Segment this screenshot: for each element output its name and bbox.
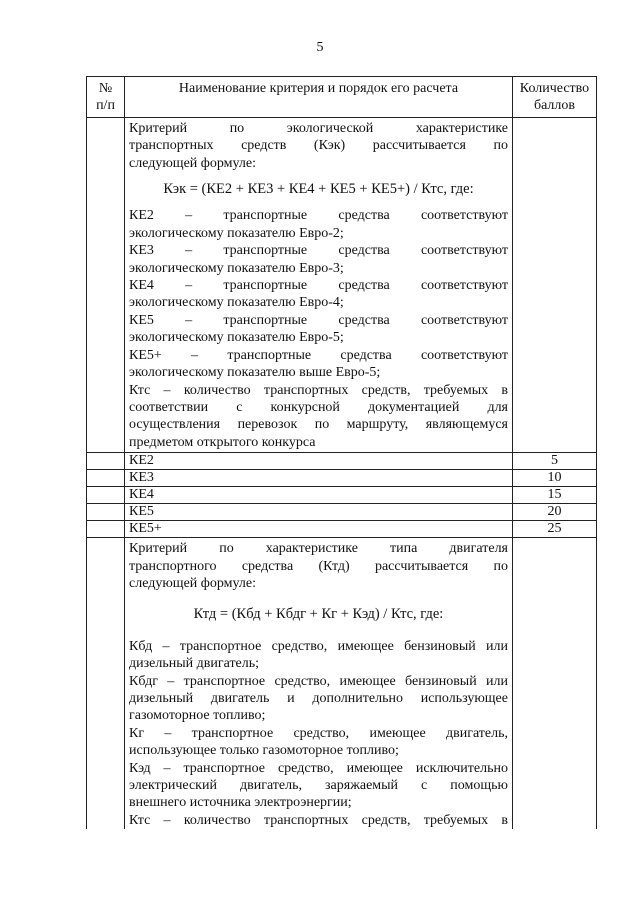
score-row-value: 15 — [513, 487, 597, 504]
engine-def-line: Кбд – транспортное средство, имеющее бензиновый или — [129, 638, 508, 654]
criterion-engine-score — [513, 538, 597, 830]
score-row-number — [87, 453, 125, 470]
score-row-label: КЕ4 — [125, 487, 513, 504]
engine-def-line: Кэд – транспортное средство, имеющее исключительно — [129, 760, 508, 776]
score-row-label: КЕ2 — [125, 453, 513, 470]
engine-def-last: внешнего источника электроэнергии; — [129, 795, 352, 811]
engine-ktc-line: Ктс – количество транспортных средств, требуемых в — [129, 812, 508, 828]
score-row-label: КЕ5+ — [125, 521, 513, 538]
criteria-table — [86, 76, 597, 829]
score-row — [87, 453, 597, 470]
criterion-eco-row — [87, 117, 597, 452]
engine-intro-line: Критерий по характеристике типа двигателя — [129, 541, 508, 557]
eco-def-line: КЕ4 – транспортные средства соответствуют — [129, 278, 508, 294]
engine-def-line: Кбдг – транспортное средство, имеющее бензиновый или — [129, 673, 508, 689]
eco-ktc-last: предметом открытого конкурса — [129, 434, 316, 450]
eco-intro-line: Критерий по экологической характеристике — [129, 120, 508, 136]
score-row-value: 25 — [513, 521, 597, 538]
engine-def-last: газомоторное топливо; — [129, 708, 266, 724]
engine-def-line: Кг – транспортное средство, имеющее двигатель, — [129, 725, 508, 741]
criterion-engine-number — [87, 538, 125, 830]
eco-def-line: КЕ2 – транспортные средства соответствуют — [129, 208, 508, 224]
eco-def-line: экологическому показателю Евро-5; — [129, 330, 344, 346]
engine-def-line: дизельный двигатель и дополнительно использующее — [129, 690, 508, 706]
page-number: 5 — [316, 40, 324, 55]
engine-def-line: электрический двигатель, заряжаемый с помощью — [129, 778, 508, 793]
score-row-value: 5 — [513, 453, 597, 470]
score-row — [87, 504, 597, 521]
eco-ktc-line: осуществления перевозок по маршруту, являющемуся — [129, 417, 508, 433]
score-row — [87, 487, 597, 504]
header-number: № п/п — [87, 77, 125, 118]
table-header-row — [87, 77, 597, 118]
score-row — [87, 470, 597, 487]
score-row-number — [87, 504, 125, 521]
eco-def-line: экологическому показателю Евро-3; — [129, 260, 344, 276]
criterion-eco-score — [513, 117, 597, 452]
criterion-eco-description — [125, 117, 513, 452]
eco-intro-last: следующей формуле: — [129, 155, 256, 171]
header-score: Количество баллов — [513, 77, 597, 118]
eco-formula: Кэк = (КЕ2 + КЕ3 + КЕ4 + КЕ5 + КЕ5+) / Ктс, где: — [163, 181, 474, 198]
engine-def-last: использующее только газомоторное топливо; — [129, 743, 399, 759]
score-row-number — [87, 487, 125, 504]
criterion-engine-row — [87, 538, 597, 830]
score-row-value: 10 — [513, 470, 597, 487]
engine-intro-line: транспортного средства (Ктд) рассчитывается по — [129, 558, 508, 574]
score-row-number — [87, 521, 125, 538]
criterion-eco-number — [87, 117, 125, 452]
eco-ktc-line: Ктс – количество транспортных средств, требуемых в — [129, 382, 508, 398]
eco-def-line: экологическому показателю Евро-4; — [129, 295, 344, 311]
engine-def-last: дизельный двигатель; — [129, 656, 260, 672]
eco-def-line: КЕ3 – транспортные средства соответствуют — [129, 243, 508, 259]
eco-def-line: экологическому показателю Евро-2; — [129, 225, 344, 241]
engine-formula: Ктд = (Кбд + Кбдг + Кг + Кэд) / Ктс, где: — [193, 606, 444, 623]
eco-def-line: экологическому показателю выше Евро-5; — [129, 365, 381, 381]
score-row — [87, 521, 597, 538]
criterion-engine-description — [125, 538, 513, 830]
eco-ktc-line: соответствии с конкурсной документацией для — [129, 399, 508, 415]
eco-def-line: КЕ5 – транспортные средства соответствуют — [129, 312, 508, 328]
eco-intro-line: транспортных средств (Кэк) рассчитывается по — [129, 138, 508, 154]
score-row-value: 20 — [513, 504, 597, 521]
eco-def-line: КЕ5+ – транспортные средства соответствуют — [129, 347, 508, 363]
engine-intro-last: следующей формуле: — [129, 575, 256, 591]
score-row-number — [87, 470, 125, 487]
score-row-label: КЕ5 — [125, 504, 513, 521]
score-row-label: КЕ3 — [125, 470, 513, 487]
header-criterion-name: Наименование критерия и порядок его расчета — [125, 77, 513, 118]
